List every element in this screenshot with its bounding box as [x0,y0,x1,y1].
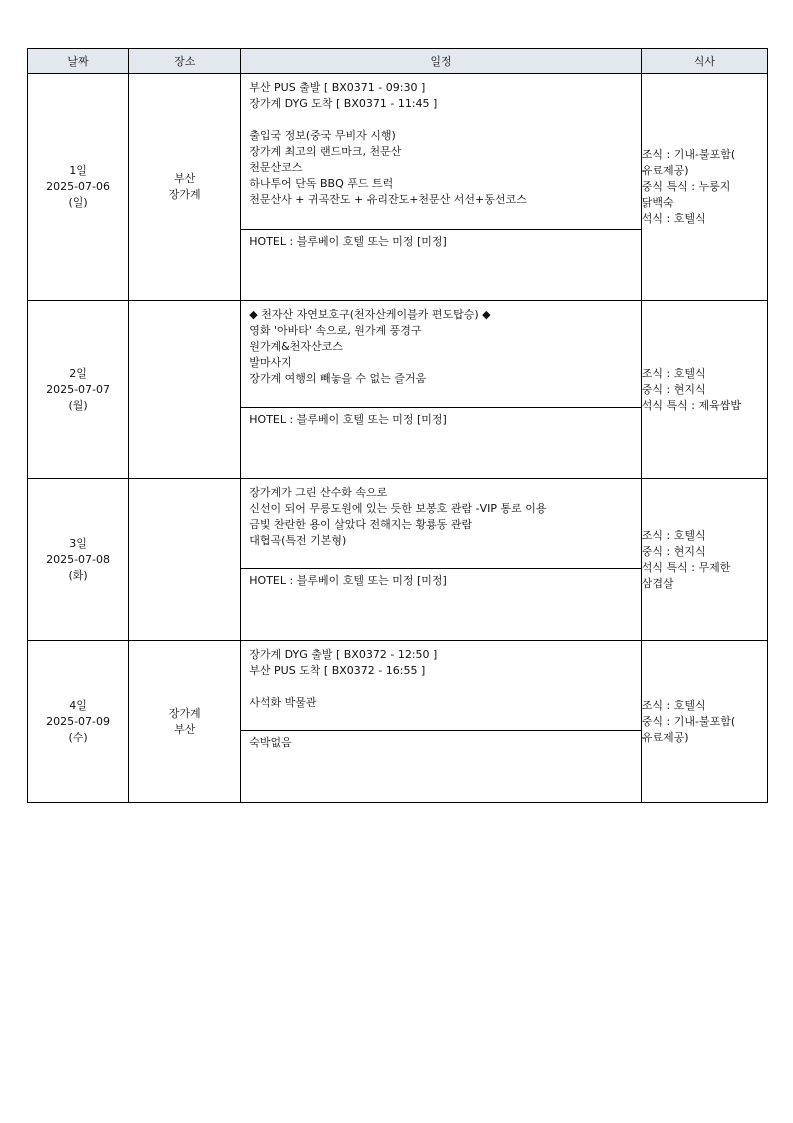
weekday-label: (월) [68,398,88,412]
date-value: 2025-07-08 [46,552,111,566]
date-cell [28,479,129,641]
table-row [28,641,768,803]
meal-line: 유료제공) [641,164,689,177]
meal-line: 조식 : 호텔식 [641,366,706,380]
header-schedule: 일정 [241,49,642,74]
place-line: 부산 [174,722,196,736]
meal-cell [641,479,767,641]
hotel-info: HOTEL : 블루베이 호텔 또는 미정 [미정] [249,235,447,248]
meal-line: 중식 : 현지식 [641,382,706,396]
meal-line: 삼겹살 [641,576,674,590]
weekday-label: (화) [68,568,88,582]
schedule-line: 발마사지 [249,356,292,369]
meal-line: 석식 특식 : 제육쌈밥 [641,398,741,412]
place-cell [129,74,241,301]
meal-line: 중식 : 기내-불포함( [641,714,736,728]
schedule-line: 천문산사 + 귀곡잔도 + 유리잔도+천문산 서선+동선코스 [249,193,527,206]
hotel-info: 숙박없음 [249,736,292,749]
meal-line: 닭백숙 [641,196,674,209]
schedule-cell [241,479,642,641]
date-cell [28,74,129,301]
schedule-line: ◆ 천자산 자연보호구(천자산케이블카 편도탑승) ◆ [249,308,491,321]
table-row [28,301,768,479]
meal-line: 석식 : 호텔식 [641,212,706,225]
header-date: 날짜 [28,49,129,74]
meal-cell [641,301,767,479]
meal-line: 유료제공) [641,730,689,744]
schedule-list [241,301,641,408]
header-place: 장소 [129,49,241,74]
date-cell [28,641,129,803]
schedule-line: 장가계가 그린 산수화 속으로 [249,486,388,499]
schedule-line [249,112,633,128]
weekday-label: (수) [68,730,88,744]
schedule-line: 신선이 되어 무릉도원에 있는 듯한 보봉호 관람 -VIP 통로 이용 [249,502,547,515]
date-value: 2025-07-09 [46,714,111,728]
schedule-line: 장가계 DYG 도착 [ BX0371 - 11:45 ] [249,97,438,110]
meal-line: 중식 : 현지식 [641,544,706,558]
schedule-list [241,74,641,230]
schedule-list [241,641,641,731]
meal-cell [641,74,767,301]
schedule-line: 사석화 박물관 [249,696,317,709]
date-cell [28,301,129,479]
itinerary-table [27,48,768,803]
day-label: 4일 [69,698,87,712]
place-line: 장가계 [168,706,201,720]
header-meal: 식사 [641,49,767,74]
schedule-list [241,479,641,569]
schedule-cell [241,74,642,301]
table-row [28,479,768,641]
day-label: 2일 [69,366,87,380]
meal-line: 중식 특식 : 누룽지 [641,180,731,193]
weekday-label: (일) [68,196,88,209]
schedule-line: 대협곡(특전 기본형) [249,534,347,547]
meal-line: 조식 : 기내-불포함( [641,148,736,161]
schedule-line: 장가계 여행의 빼놓을 수 없는 즐거움 [249,372,427,385]
meal-line: 조식 : 호텔식 [641,698,706,712]
schedule-cell [241,301,642,479]
schedule-line: 부산 PUS 도착 [ BX0372 - 16:55 ] [249,664,426,677]
schedule-line: 부산 PUS 출발 [ BX0371 - 09:30 ] [249,81,426,94]
schedule-line: 하나투어 단독 BBQ 푸드 트럭 [249,177,394,190]
schedule-line: 금빛 찬란한 용이 살았다 전해지는 황룡동 관람 [249,518,473,531]
meal-line: 석식 특식 : 무제한 [641,560,731,574]
place-cell [129,301,241,479]
day-label: 1일 [69,164,87,177]
date-value: 2025-07-06 [46,180,111,193]
schedule-line: 영화 '아바타' 속으로, 원가계 풍경구 [249,324,422,337]
place-line: 부산 [174,172,196,185]
schedule-line: 원가계&천자산코스 [249,340,343,353]
place-cell [129,641,241,803]
place-line: 장가계 [168,188,201,201]
place-cell [129,479,241,641]
date-value: 2025-07-07 [46,382,111,396]
table-header-row [28,49,768,74]
meal-line: 조식 : 호텔식 [641,528,706,542]
schedule-line [249,679,633,695]
schedule-line: 장가계 최고의 랜드마크, 천문산 [249,145,402,158]
schedule-cell [241,641,642,803]
table-row [28,74,768,301]
hotel-info: HOTEL : 블루베이 호텔 또는 미정 [미정] [249,413,447,426]
hotel-info: HOTEL : 블루베이 호텔 또는 미정 [미정] [249,574,447,587]
schedule-line: 장가계 DYG 출발 [ BX0372 - 12:50 ] [249,648,438,661]
day-label: 3일 [69,536,87,550]
schedule-line: 천문산코스 [249,161,303,174]
meal-cell [641,641,767,803]
schedule-line: 출입국 정보(중국 무비자 시행) [249,129,396,142]
